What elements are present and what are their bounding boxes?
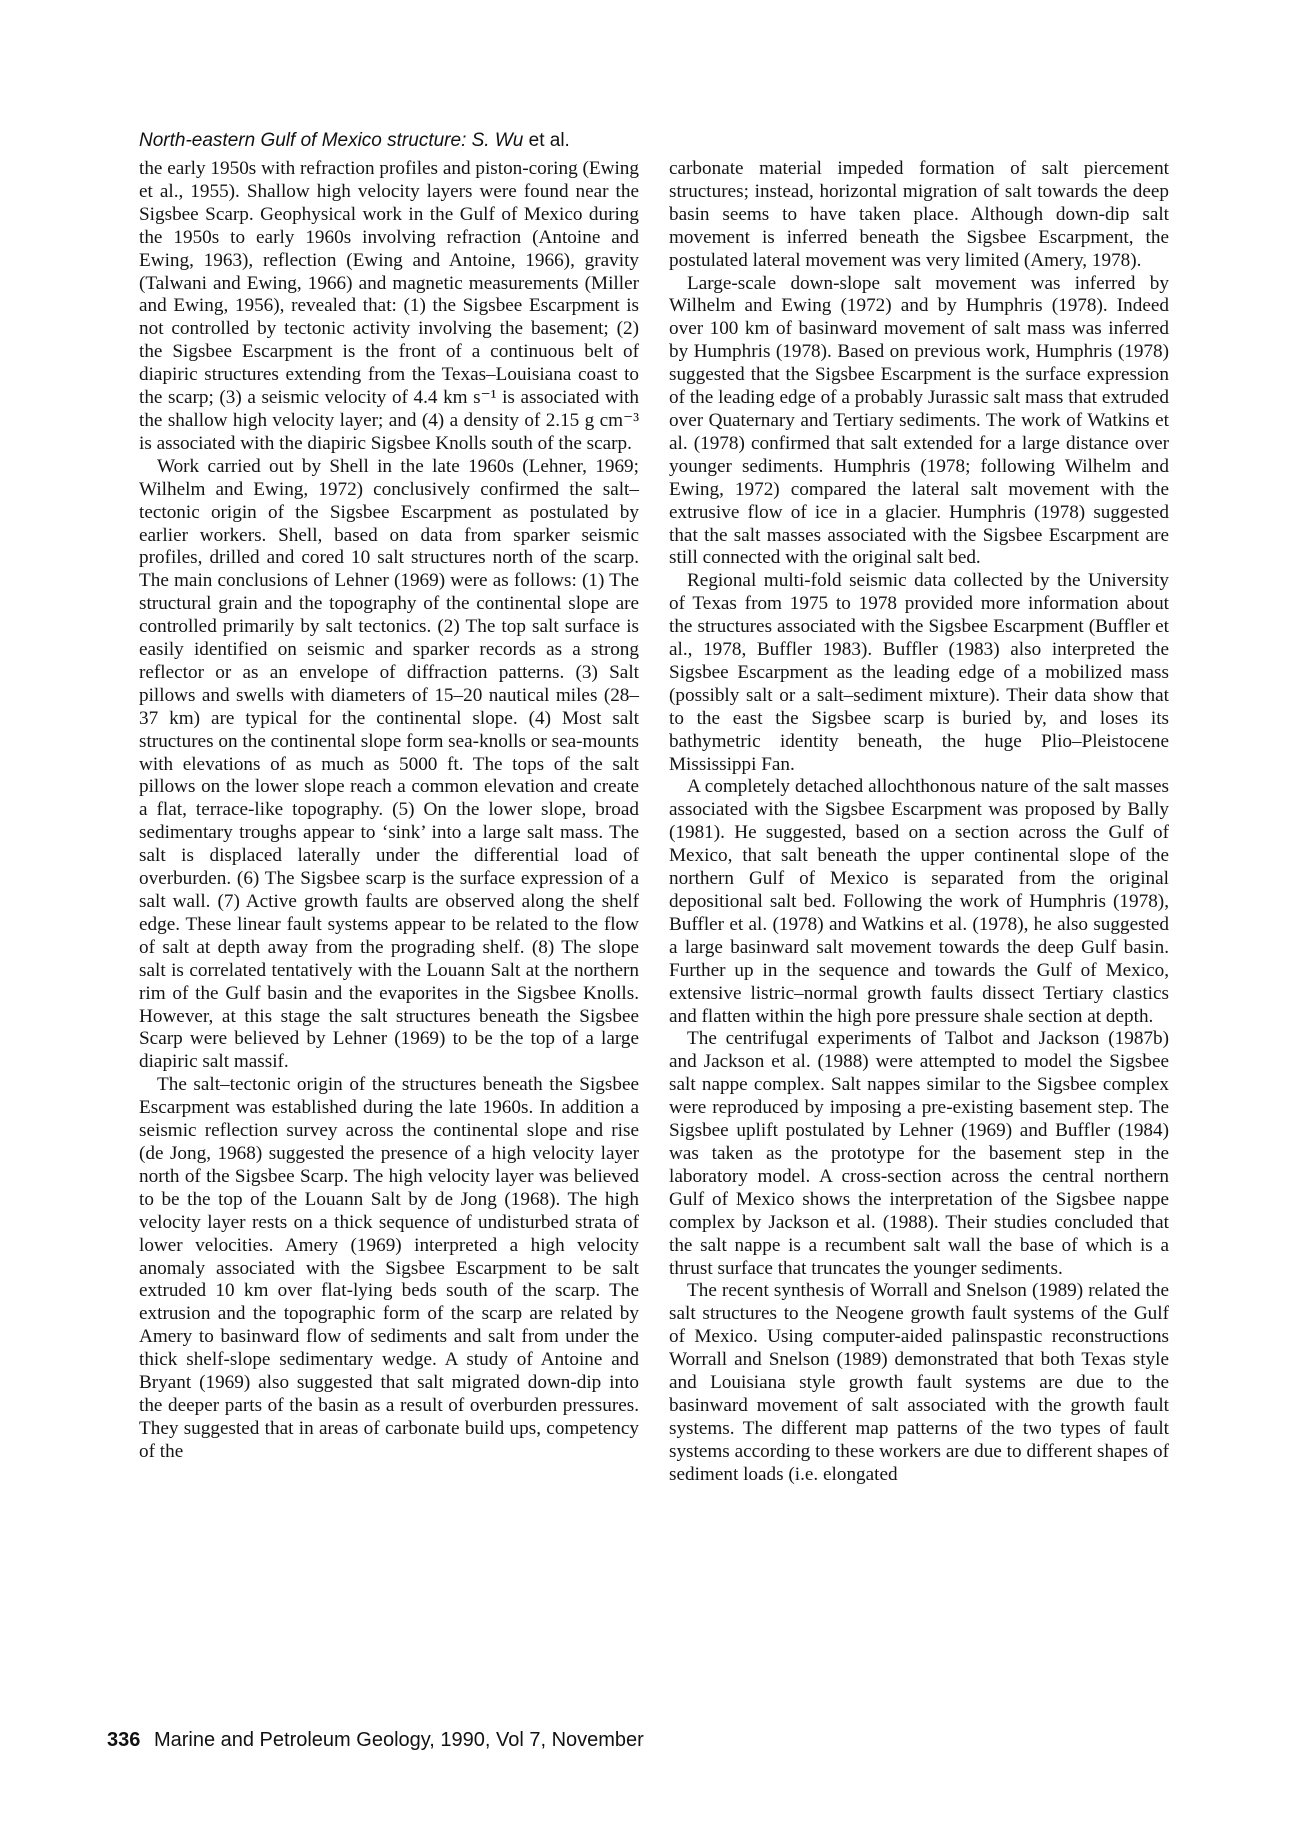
left-column [139, 158, 639, 1464]
paragraph: The centrifugal experiments of Talbot and Jackson (1987b) and Jackson et al. (1988) were attempted to model the Sigsbee salt nappe complex. Salt nappes similar to the Sigsbee complex were reproduced by imposing a pre-existing basement step. The Sigsbee uplift postulated by Lehner (1969) and Buffler (1984) was taken as the prototype for the basement step in the laboratory model. A cross-section across the central northern Gulf of Mexico shows the interpretation of the Sigsbee nappe complex by Jackson et al. (1988). Their studies concluded that the salt nappe is a recumbent salt wall the base of which is a thrust surface that truncates the younger sediments. [669, 1028, 1169, 1279]
paragraph: carbonate material impeded formation of salt piercement structures; instead, horizontal migration of salt towards the deep basin seems to have taken place. Although down-dip salt movement is inferred beneath the Sigsbee Escarpment, the postulated lateral movement was very limited (Amery, 1978). [669, 158, 1169, 271]
authors-suffix: et al. [528, 130, 570, 151]
paragraph: The salt–tectonic origin of the structures beneath the Sigsbee Escarpment was established during the late 1960s. In addition a seismic reflection survey across the continental slope and rise (de Jong, 1968) suggested the presence of a high velocity layer north of the Sigsbee Scarp. The high velocity layer was believed to be the top of the Louann Salt by de Jong (1968). The high velocity layer rests on a thick sequence of undisturbed strata of lower velocities. Amery (1969) interpreted a high velocity anomaly associated with the Sigsbee Escarpment to be salt extruded 10 km over flat-lying beds south of the scarp. The extrusion and the topographic form of the scarp are related by Amery to basinward flow of sediments and salt from under the thick shelf-slope sedimentary wedge. A study of Antoine and Bryant (1969) also suggested that salt migrated down-dip into the deeper parts of the basin as a result of overburden pressures. They suggested that in areas of carbonate build ups, competency of the [139, 1074, 639, 1462]
paragraph: Large-scale down-slope salt movement was inferred by Wilhelm and Ewing (1972) and by Humphris (1978). Indeed over 100 km of basinward movement of salt mass was inferred by Humphris (1978). Based on previous work, Humphris (1978) suggested that the Sigsbee Escarpment is the surface expression of the leading edge of a probably Jurassic salt mass that extruded over Quaternary and Tertiary sediments. The work of Watkins et al. (1978) confirmed that salt extended for a large distance over younger sediments. Humphris (1978; following Wilhelm and Ewing, 1972) compared the lateral salt movement with the extrusive flow of ice in a glacier. Humphris (1978) suggested that the salt masses associated with the Sigsbee Escarpment are still connected with the original salt bed. [669, 272, 1169, 569]
running-title: North-eastern Gulf of Mexico structure: S. Wu [139, 130, 524, 151]
page-footer [107, 1729, 644, 1752]
page-number: 336 [107, 1729, 141, 1751]
right-column [669, 158, 1169, 1487]
paragraph: the early 1950s with refraction profiles and piston-coring (Ewing et al., 1955). Shallow high velocity layers were found near the Sigsbee Scarp. Geophysical work in the Gulf of Mexico during the 1950s to early 1960s involving refraction (Antoine and Ewing, 1963), reflection (Ewing and Antoine, 1966), gravity (Talwani and Ewing, 1966) and magnetic measurements (Miller and Ewing, 1956), revealed that: (1) the Sigsbee Escarpment is not controlled by tectonic activity involving the basement; (2) the Sigsbee Escarpment is the front of a continuous belt of diapiric structures extending from the Texas–Louisiana coast to the scarp; (3) a seismic velocity of 4.4 km s⁻¹ is associated with the shallow high velocity layer; and (4) a density of 2.15 g cm⁻³ is associated with the diapiric Sigsbee Knolls south of the scarp. [139, 158, 639, 454]
running-head [139, 130, 570, 152]
paragraph: Work carried out by Shell in the late 1960s (Lehner, 1969; Wilhelm and Ewing, 1972) conclusively confirmed the salt–tectonic origin of the Sigsbee Escarpment as postulated by earlier workers. Shell, based on data from sparker seismic profiles, drilled and cored 10 salt structures north of the scarp. The main conclusions of Lehner (1969) were as follows: (1) The structural grain and the topography of the continental slope are controlled primarily by salt tectonics. (2) The top salt surface is easily identified on seismic and sparker records as a strong reflector or as an envelope of diffraction patterns. (3) Salt pillows and swells with diameters of 15–20 nautical miles (28–37 km) are typical for the continental slope. (4) Most salt structures on the continental slope form sea-knolls or sea-mounts with elevations of as much as 5000 ft. The tops of the salt pillows on the lower slope reach a common elevation and create a flat, terrace-like topography. (5) On the lower slope, broad sedimentary troughs appear to ‘sink’ into a large salt mass. The salt is displaced laterally under the differential load of overburden. (6) The Sigsbee scarp is the surface expression of a salt wall. (7) Active growth faults are observed along the shelf edge. These linear fault systems appear to be related to the flow of salt at depth away from the prograding shelf. (8) The slope salt is correlated tentatively with the Louann Salt at the northern rim of the Gulf basin and the evaporites in the Sigsbee Knolls. However, at this stage the salt structures beneath the Sigsbee Scarp were believed by Lehner (1969) to be the top of a large diapiric salt massif. [139, 455, 639, 1073]
paragraph: A completely detached allochthonous nature of the salt masses associated with the Sigsbee Escarpment was proposed by Bally (1981). He suggested, based on a section across the Gulf of Mexico, that salt beneath the upper continental slope of the northern Gulf of Mexico is separated from the original depositional salt bed. Following the work of Humphris (1978), Buffler et al. (1978) and Watkins et al. (1978), he also suggested a large basinward salt movement towards the deep Gulf basin. Further up in the sequence and towards the Gulf of Mexico, extensive listric–normal growth faults dissect Tertiary clastics and flatten within the high pore pressure shale section at depth. [669, 776, 1169, 1027]
paragraph: Regional multi-fold seismic data collected by the University of Texas from 1975 to 1978 provided more information about the structures associated with the Sigsbee Escarpment (Buffler et al., 1978, Buffler 1983). Buffler (1983) also interpreted the Sigsbee Escarpment as the leading edge of a mobilized mass (possibly salt or a salt–sediment mixture). Their data show that to the east the Sigsbee scarp is buried by, and loses its bathymetric identity beneath, the huge Plio–Pleistocene Mississippi Fan. [669, 570, 1169, 775]
journal-citation: Marine and Petroleum Geology, 1990, Vol 7, November [153, 1729, 644, 1751]
paragraph: The recent synthesis of Worrall and Snelson (1989) related the salt structures to the Neogene growth fault systems of the Gulf of Mexico. Using computer-aided palinspastic reconstructions Worrall and Snelson (1989) demonstrated that both Texas style and Louisiana style growth fault systems are due to the basinward movement of salt associated with the growth fault systems. The different map patterns of the two types of fault systems according to these workers are due to different shapes of sediment loads (i.e. elongated [669, 1280, 1169, 1485]
